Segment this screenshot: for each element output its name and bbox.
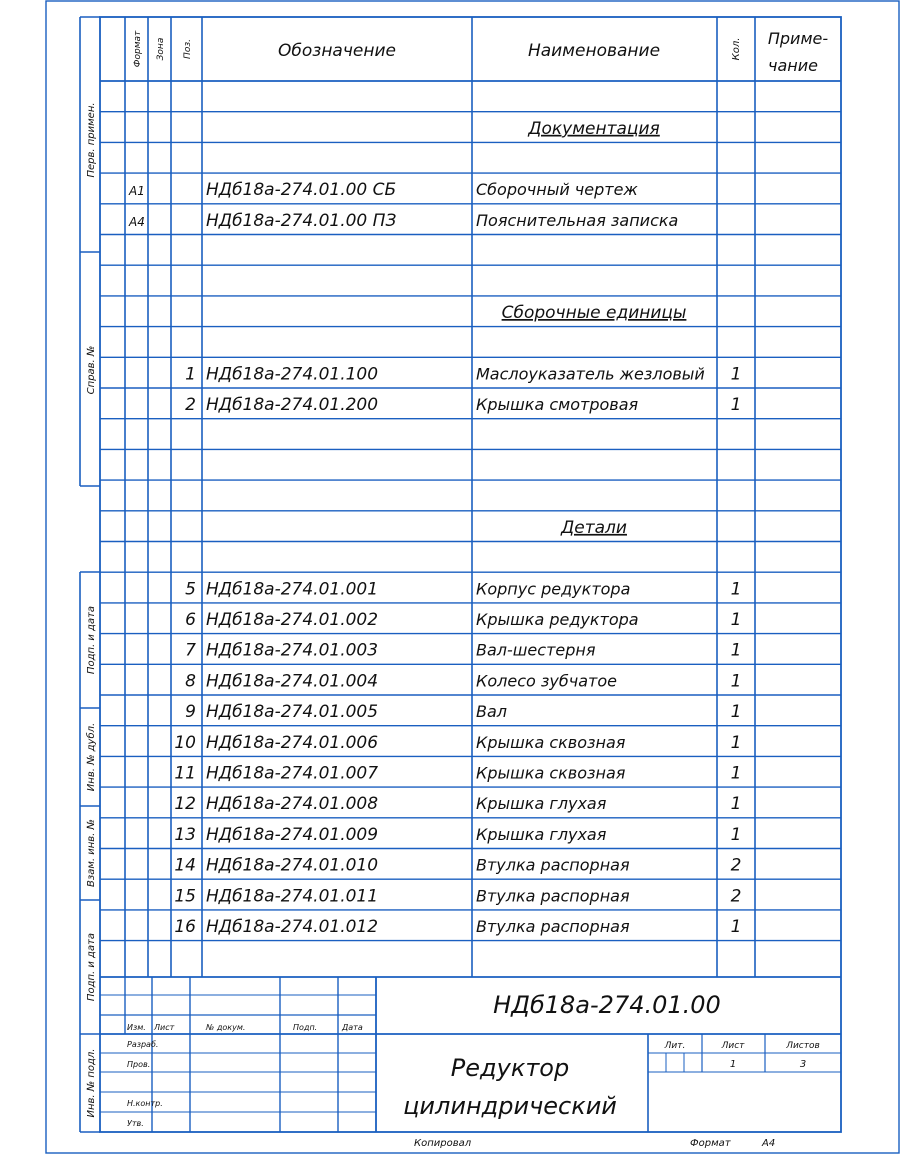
label-razrab: Разраб. bbox=[127, 1040, 159, 1049]
row-naimenovanie: Крышка сквозная bbox=[476, 763, 626, 783]
col-docum: № докум. bbox=[206, 1023, 246, 1032]
row-oboznachenie: НДб18а-274.01.00 ПЗ bbox=[206, 210, 397, 231]
title-name-line1: Редуктор bbox=[450, 1054, 570, 1082]
row-kol: 1 bbox=[730, 732, 742, 753]
header-primechanie-1: Приме- bbox=[767, 29, 829, 48]
row-naimenovanie: Вал bbox=[476, 702, 508, 722]
row-naimenovanie: Корпус редуктора bbox=[476, 579, 631, 599]
row-poz: 5 bbox=[185, 579, 196, 600]
row-oboznachenie: НДб18а-274.01.002 bbox=[206, 610, 379, 631]
row-naimenovanie: Крышка глухая bbox=[476, 794, 607, 814]
row-kol: 1 bbox=[730, 579, 742, 600]
row-poz: 13 bbox=[174, 824, 196, 845]
row-oboznachenie: НДб18а-274.01.010 bbox=[206, 855, 379, 876]
footer-kopiroval: Копировал bbox=[414, 1138, 472, 1149]
row-naimenovanie: Втулка распорная bbox=[476, 886, 630, 906]
col-podp: Подп. bbox=[293, 1023, 318, 1032]
row-oboznachenie: НДб18а-274.01.00 СБ bbox=[206, 180, 397, 201]
row-kol: 1 bbox=[730, 640, 742, 661]
row-kol: 1 bbox=[730, 702, 742, 723]
row-poz: 16 bbox=[174, 917, 196, 938]
row-oboznachenie: НДб18а-274.01.008 bbox=[206, 794, 379, 815]
title-designation: НДб18а-274.01.00 bbox=[493, 991, 721, 1019]
row-poz: 11 bbox=[174, 763, 196, 784]
row-poz: 8 bbox=[185, 671, 196, 692]
row-poz: 9 bbox=[185, 702, 196, 723]
row-oboznachenie: НДб18а-274.01.012 bbox=[206, 917, 379, 938]
row-poz: 10 bbox=[174, 732, 196, 753]
row-naimenovanie: Маслоуказатель жезловый bbox=[476, 364, 705, 384]
row-poz: 14 bbox=[174, 855, 196, 876]
label-list: Лист bbox=[721, 1041, 745, 1051]
row-kol: 1 bbox=[730, 794, 742, 815]
label-listov: Листов bbox=[786, 1041, 820, 1051]
row-poz: 6 bbox=[185, 610, 196, 631]
col-izm: Изм. bbox=[127, 1023, 146, 1032]
row-kol: 1 bbox=[730, 395, 742, 416]
header-naimenovanie: Наименование bbox=[527, 41, 661, 61]
header-poz: Поз. bbox=[183, 39, 193, 59]
label-lit: Лит. bbox=[664, 1041, 686, 1051]
row-naimenovanie: Крышка редуктора bbox=[476, 610, 639, 630]
row-kol: 1 bbox=[730, 610, 742, 631]
title-name-line2: цилиндрический bbox=[403, 1092, 617, 1120]
row-oboznachenie: НДб18а-274.01.001 bbox=[206, 579, 379, 600]
label-n-kontr: Н.контр. bbox=[127, 1099, 163, 1108]
row-oboznachenie: НДб18а-274.01.004 bbox=[206, 671, 379, 692]
section-heading: Детали bbox=[561, 517, 627, 538]
row-kol: 1 bbox=[730, 917, 742, 938]
side-label-vzam-inv: Взам. инв. № bbox=[86, 819, 97, 887]
row-kol: 2 bbox=[730, 886, 742, 907]
row-format: А1 bbox=[129, 184, 145, 199]
row-naimenovanie: Сборочный чертеж bbox=[476, 180, 638, 200]
side-label-inv-dubl: Инв. № дубл. bbox=[86, 722, 97, 792]
row-oboznachenie: НДб18а-274.01.007 bbox=[206, 763, 379, 784]
row-naimenovanie: Втулка распорная bbox=[476, 917, 630, 937]
section-heading: Сборочные единицы bbox=[501, 303, 687, 324]
label-utv: Утв. bbox=[127, 1119, 144, 1128]
side-label-podp-data-bottom: Подп. и дата bbox=[86, 932, 97, 1002]
header-primechanie-2: чание bbox=[768, 56, 818, 75]
row-naimenovanie: Колесо зубчатое bbox=[476, 671, 617, 691]
row-oboznachenie: НДб18а-274.01.006 bbox=[206, 732, 379, 753]
footer-format-value: А4 bbox=[762, 1138, 776, 1149]
row-poz: 7 bbox=[185, 640, 196, 661]
header-kol: Кол. bbox=[731, 37, 742, 61]
row-oboznachenie: НДб18а-274.01.005 bbox=[206, 702, 379, 723]
value-list: 1 bbox=[729, 1059, 737, 1070]
side-label-perv-primen: Перв. примен. bbox=[86, 102, 97, 178]
row-oboznachenie: НДб18а-274.01.200 bbox=[206, 395, 379, 416]
row-kol: 1 bbox=[730, 824, 742, 845]
row-kol: 1 bbox=[730, 671, 742, 692]
value-listov: 3 bbox=[799, 1059, 807, 1070]
header-format: Формат bbox=[133, 30, 143, 68]
col-list: Лист bbox=[154, 1023, 175, 1032]
row-poz: 1 bbox=[185, 364, 196, 385]
side-label-sprav-no: Справ. № bbox=[86, 345, 97, 395]
side-label-podp-data-top: Подп. и дата bbox=[86, 605, 97, 675]
row-naimenovanie: Пояснительная записка bbox=[476, 210, 679, 230]
row-kol: 2 bbox=[730, 855, 742, 876]
footer-format-label: Формат bbox=[690, 1138, 731, 1149]
row-oboznachenie: НДб18а-274.01.011 bbox=[206, 886, 379, 907]
row-oboznachenie: НДб18а-274.01.100 bbox=[206, 364, 379, 385]
row-naimenovanie: Вал-шестерня bbox=[476, 640, 596, 660]
section-heading: Документация bbox=[528, 118, 660, 139]
row-oboznachenie: НДб18а-274.01.003 bbox=[206, 640, 379, 661]
row-kol: 1 bbox=[730, 364, 742, 385]
row-naimenovanie: Втулка распорная bbox=[476, 855, 630, 875]
row-poz: 15 bbox=[174, 886, 196, 907]
row-kol: 1 bbox=[730, 763, 742, 784]
row-poz: 12 bbox=[174, 794, 196, 815]
header-oboznachenie: Обозначение bbox=[278, 41, 396, 61]
row-format: А4 bbox=[129, 214, 145, 229]
row-poz: 2 bbox=[185, 395, 196, 416]
side-label-inv-podl: Инв. № подл. bbox=[86, 1048, 97, 1118]
row-naimenovanie: Крышка сквозная bbox=[476, 732, 626, 752]
col-data: Дата bbox=[342, 1023, 363, 1032]
row-naimenovanie: Крышка смотровая bbox=[476, 395, 639, 415]
row-oboznachenie: НДб18а-274.01.009 bbox=[206, 824, 379, 845]
label-prov: Пров. bbox=[127, 1060, 151, 1069]
row-naimenovanie: Крышка глухая bbox=[476, 824, 607, 844]
header-zona: Зона bbox=[156, 37, 166, 61]
